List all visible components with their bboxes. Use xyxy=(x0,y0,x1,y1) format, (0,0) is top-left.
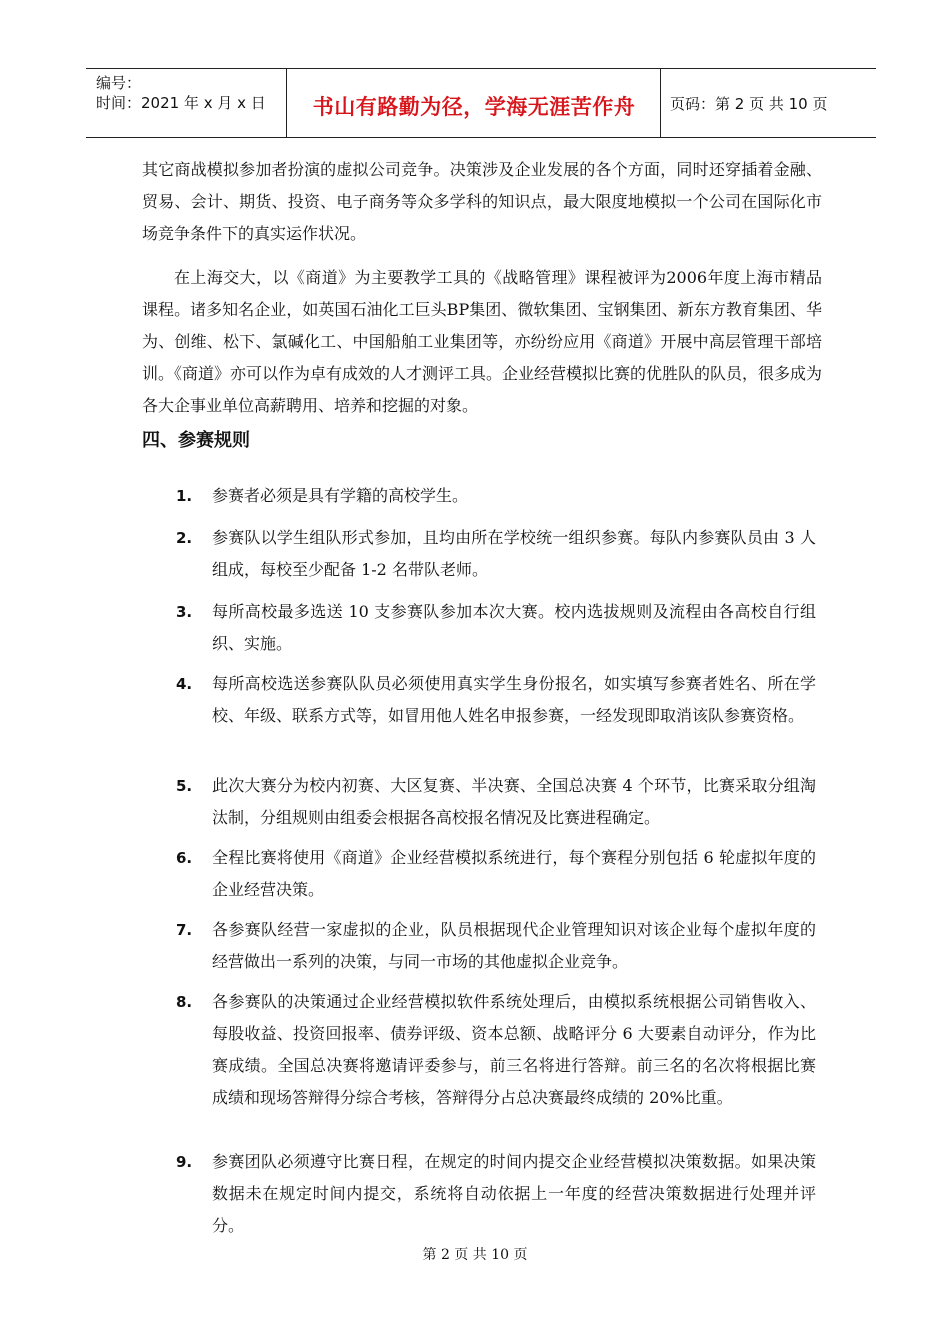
rule-item-8 xyxy=(176,986,816,1114)
rule-text: 各参赛队经营一家虚拟的企业，队员根据现代企业管理知识对该企业每个虚拟年度的经营做出一系列的决策，与同一市场的其他虚拟企业竞争。 xyxy=(212,920,816,971)
header-page-cell xyxy=(662,69,876,137)
rule-item-5 xyxy=(176,770,816,834)
page-footer: 第 2 页 共 10 页 xyxy=(422,1247,528,1263)
rule-item-1 xyxy=(176,480,816,512)
paragraph-1: 其它商战模拟参加者扮演的虚拟公司竞争。决策涉及企业发展的各个方面，同时还穿插着金融、贸易、会计、期货、投资、电子商务等众多学科的知识点，最大限度地模拟一个公司在国际化市场竞争条件下的真实运作状况。 xyxy=(142,160,822,243)
rule-text: 参赛队以学生组队形式参加，且均由所在学校统一组织参赛。每队内参赛队员由 3 人组成，每校至少配备 1-2 名带队老师。 xyxy=(212,528,816,579)
rule-number: 7. xyxy=(176,921,193,939)
rule-text: 参赛者必须是具有学籍的高校学生。 xyxy=(212,486,469,505)
rule-item-7 xyxy=(176,914,816,978)
paragraph-2: 在上海交大，以《商道》为主要教学工具的《战略管理》课程被评为2006年度上海市精品课程。诸多知名企业，如英国石油化工巨头BP集团、微软集团、宝钢集团、新东方教育集团、华为、创维、松下、氯碱化工、中国船舶工业集团等，亦纷纷应用《商道》开展中高层管理干部培训。《商道》亦可以作为卓有成效的人才测评工具。企业经营模拟比赛的优胜队的队员，很多成为各大企事业单位高薪聘用、培养和挖掘的对象。 xyxy=(142,268,823,415)
rule-number: 4. xyxy=(176,675,193,693)
rule-number: 3. xyxy=(176,603,193,621)
rule-number: 5. xyxy=(176,777,193,795)
section-title: 四、参赛规则 xyxy=(142,430,250,451)
rule-number: 1. xyxy=(176,487,193,505)
header-table xyxy=(86,68,876,138)
time-label: 时间：2021 年 x 月 x 日 xyxy=(96,94,266,112)
motto-text: 书山有路勤为径，学海无涯苦作舟 xyxy=(312,95,636,119)
header-motto-cell xyxy=(288,69,661,137)
rule-number: 8. xyxy=(176,993,193,1011)
rule-item-6 xyxy=(176,842,816,906)
rule-number: 2. xyxy=(176,529,193,547)
rule-text: 全程比赛将使用《商道》企业经营模拟系统进行，每个赛程分别包括 6 轮虚拟年度的企业经营决策。 xyxy=(212,848,816,899)
rule-item-2 xyxy=(176,522,816,586)
rule-item-4 xyxy=(176,668,816,732)
rule-number: 9. xyxy=(176,1153,193,1171)
rule-item-3 xyxy=(176,596,816,660)
rule-item-9 xyxy=(176,1146,816,1242)
rule-number: 6. xyxy=(176,849,193,867)
serial-label: 编号： xyxy=(96,74,142,92)
rule-text: 每所高校选送参赛队队员必须使用真实学生身份报名，如实填写参赛者姓名、所在学校、年级、联系方式等，如冒用他人姓名申报参赛，一经发现即取消该队参赛资格。 xyxy=(212,674,816,725)
rule-text: 各参赛队的决策通过企业经营模拟软件系统处理后，由模拟系统根据公司销售收入、每股收益、投资回报率、债券评级、资本总额、战略评分 6 大要素自动评分，作为比赛成绩。全国总决赛将邀请评委参与，前三名将进行答辩。前三名的名次将根据比赛成绩和现场答辩得分综合考核，答辩得分占总决赛最终成绩的 20%比重。 xyxy=(212,992,816,1107)
page-code: 页码：第 2 页 共 10 页 xyxy=(670,95,828,113)
header-meta-cell xyxy=(86,69,287,137)
rule-text: 每所高校最多选送 10 支参赛队参加本次大赛。校内选拔规则及流程由各高校自行组织、实施。 xyxy=(212,602,816,653)
rule-text: 此次大赛分为校内初赛、大区复赛、半决赛、全国总决赛 4 个环节，比赛采取分组淘汰制，分组规则由组委会根据各高校报名情况及比赛进程确定。 xyxy=(212,776,816,827)
rule-text: 参赛团队必须遵守比赛日程，在规定的时间内提交企业经营模拟决策数据。如果决策数据未在规定时间内提交，系统将自动依据上一年度的经营决策数据进行处理并评分。 xyxy=(212,1152,816,1235)
